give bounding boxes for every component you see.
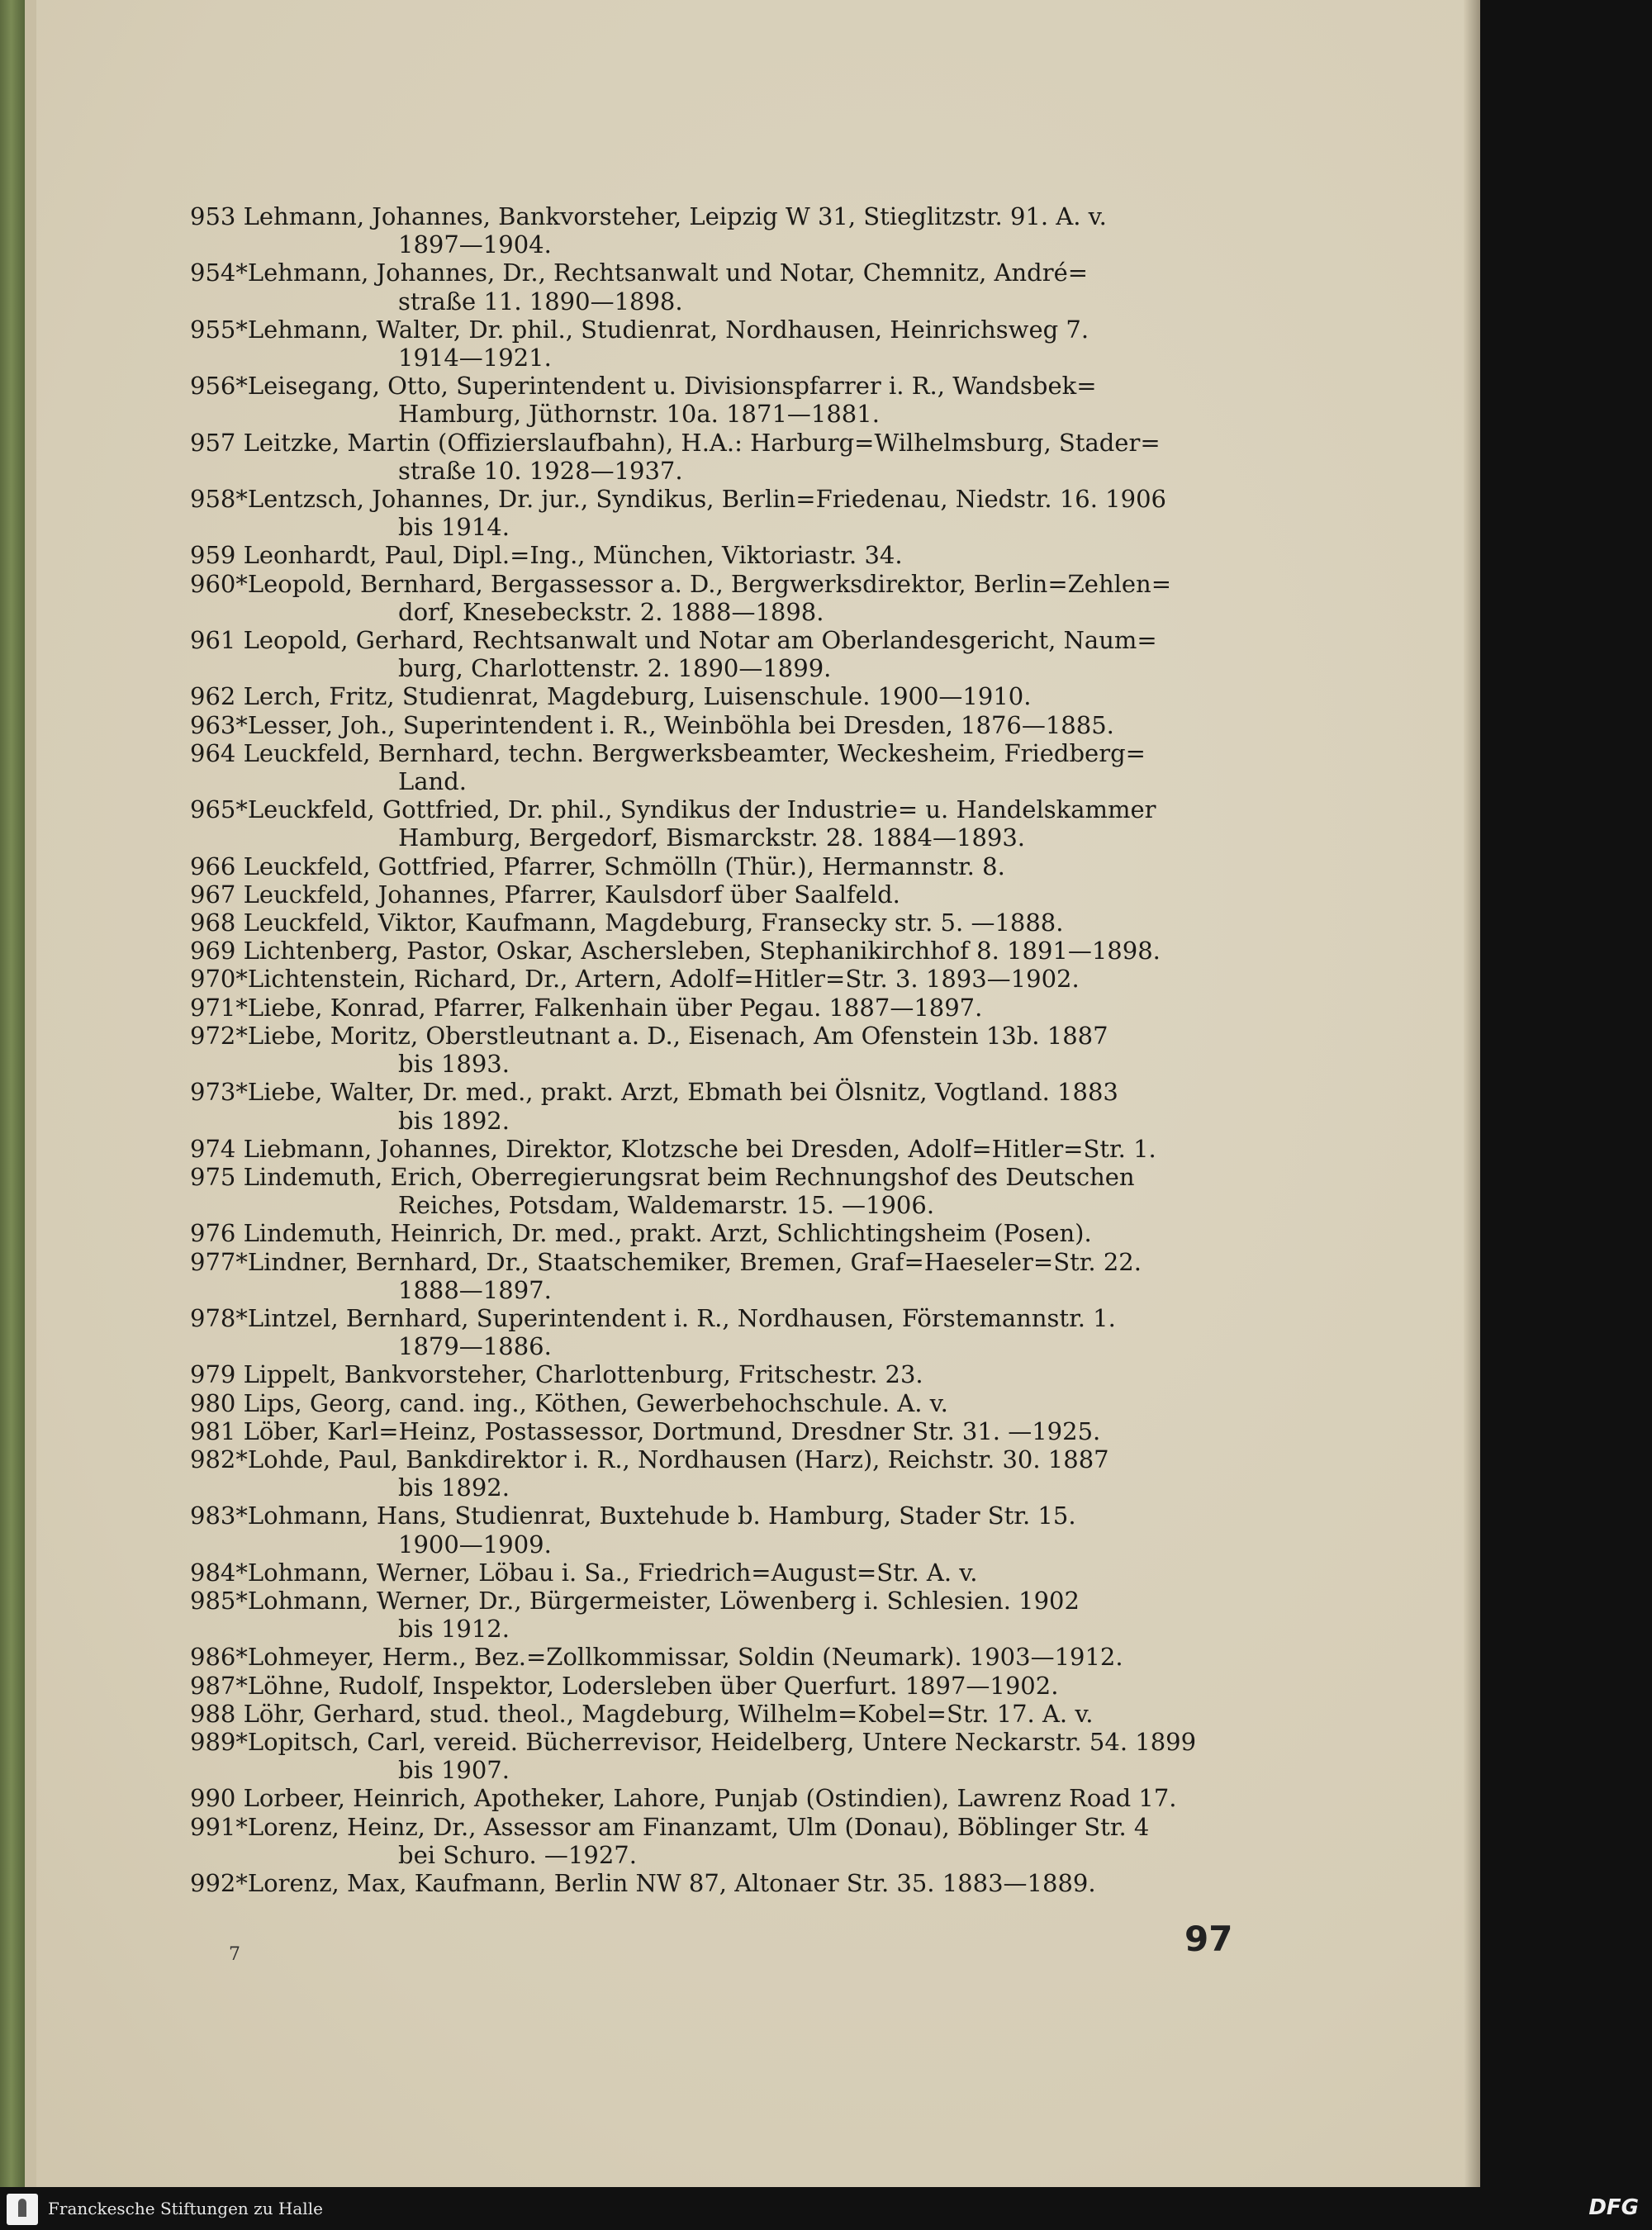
entry-number: 989*	[190, 1727, 248, 1756]
entry-text: Lichtenberg, Pastor, Oskar, Aschersleben, Stephanikirchhof 8. 1891—1898.	[243, 937, 1161, 966]
list-item	[190, 1078, 1232, 1134]
entry-number: 974	[190, 1134, 244, 1163]
list-item	[190, 994, 1232, 1022]
entry-text: Lohmeyer, Herm., Bez.=Zollkommissar, Soldin (Neumark). 1903—1912.	[247, 1643, 1123, 1672]
entry-number: 982*	[190, 1445, 248, 1473]
list-item	[190, 202, 1232, 259]
entry-text: Lohmann, Hans, Studienrat, Buxtehude b. Hamburg, Stader Str. 15.	[247, 1502, 1076, 1530]
list-item	[190, 1389, 1232, 1417]
list-item	[190, 485, 1232, 541]
entry-number: 955*	[190, 315, 248, 344]
entry-text: Lohmann, Werner, Löbau i. Sa., Friedrich=August=Str. A. v.	[247, 1558, 978, 1587]
entry-continuation: Hamburg, Bergedorf, Bismarckstr. 28. 1884—1893.	[398, 823, 1026, 852]
entry-number: 983*	[190, 1502, 248, 1530]
entry-continuation: 1897—1904.	[398, 230, 552, 259]
list-item	[190, 626, 1232, 682]
entry-number: 956*	[190, 372, 248, 401]
list-item	[190, 372, 1232, 428]
entry-continuation: bis 1893.	[398, 1050, 510, 1079]
dfg-logo[interactable]: DFG	[1588, 2195, 1639, 2220]
entry-text: Löhne, Rudolf, Inspektor, Lodersleben über Querfurt. 1897—1902.	[247, 1671, 1059, 1700]
list-item	[190, 1643, 1232, 1671]
entry-number: 973*	[190, 1078, 248, 1107]
entry-continuation: bis 1892.	[398, 1106, 510, 1135]
list-item	[190, 1672, 1232, 1700]
list-item	[190, 1304, 1232, 1360]
entry-number: 988	[190, 1699, 244, 1728]
book-spine	[0, 0, 25, 2187]
institution-name[interactable]: Franckesche Stiftungen zu Halle	[48, 2199, 323, 2218]
list-item	[190, 1587, 1232, 1643]
list-item	[190, 965, 1232, 993]
entry-text: Lerch, Fritz, Studienrat, Magdeburg, Luisenschule. 1900—1910.	[243, 682, 1032, 711]
entry-text: Lindner, Bernhard, Dr., Staatschemiker, Bremen, Graf=Haeseler=Str. 22.	[247, 1247, 1142, 1276]
list-item	[190, 880, 1232, 909]
entry-number: 957	[190, 428, 244, 457]
entry-text: Liebe, Moritz, Oberstleutnant a. D., Eisenach, Am Ofenstein 13b. 1887	[247, 1021, 1108, 1050]
entry-number: 991*	[190, 1812, 248, 1841]
entry-text: Lorbeer, Heinrich, Apotheker, Lahore, Punjab (Ostindien), Lawrenz Road 17.	[243, 1784, 1177, 1813]
entry-text: Lehmann, Walter, Dr. phil., Studienrat, Nordhausen, Heinrichsweg 7.	[247, 315, 1089, 344]
entry-continuation: burg, Charlottenstr. 2. 1890—1899.	[398, 654, 832, 683]
entry-text: Lehmann, Johannes, Dr., Rechtsanwalt und Notar, Chemnitz, André=	[247, 259, 1089, 287]
entry-continuation: 1914—1921.	[398, 344, 552, 372]
signature-mark: 7	[229, 1944, 240, 1965]
entry-number: 980	[190, 1388, 244, 1417]
entry-text: Leonhardt, Paul, Dipl.=Ing., München, Viktoriastr. 34.	[243, 541, 903, 570]
entry-continuation: bis 1914.	[398, 513, 510, 542]
entry-text: Lohmann, Werner, Dr., Bürgermeister, Löwenberg i. Schlesien. 1902	[247, 1586, 1080, 1615]
entry-text: Löber, Karl=Heinz, Postassessor, Dortmund, Dresdner Str. 31. —1925.	[243, 1416, 1101, 1445]
entry-number: 962	[190, 682, 244, 711]
entry-number: 960*	[190, 569, 248, 598]
entry-number: 977*	[190, 1247, 248, 1276]
entry-text: Lorenz, Heinz, Dr., Assessor am Finanzamt, Ulm (Donau), Böblinger Str. 4	[247, 1812, 1150, 1841]
entry-number: 978*	[190, 1303, 248, 1332]
entry-number: 967	[190, 880, 244, 909]
list-item	[190, 1219, 1232, 1247]
list-item	[190, 429, 1232, 485]
entry-text: Leuckfeld, Gottfried, Pfarrer, Schmölln (Thür.), Hermannstr. 8.	[243, 852, 1005, 880]
list-item	[190, 1248, 1232, 1304]
list-item	[190, 739, 1232, 795]
list-item	[190, 1445, 1232, 1502]
viewer-footer	[0, 2187, 1652, 2230]
entry-text: Leuckfeld, Johannes, Pfarrer, Kaulsdorf über Saalfeld.	[243, 880, 900, 909]
entry-text: Leuckfeld, Gottfried, Dr. phil., Syndikus der Industrie= u. Handelskammer	[247, 795, 1156, 824]
list-item	[190, 1163, 1232, 1219]
entry-number: 972*	[190, 1021, 248, 1050]
list-item	[190, 909, 1232, 937]
entry-text: Lindemuth, Erich, Oberregierungsrat beim Rechnungshof des Deutschen	[243, 1162, 1135, 1191]
entry-number: 953	[190, 202, 244, 230]
entry-number: 959	[190, 541, 244, 570]
page-edge	[1464, 0, 1480, 2187]
entry-text: Lentzsch, Johannes, Dr. jur., Syndikus, Berlin=Friedenau, Niedstr. 16. 1906	[247, 485, 1166, 514]
entry-continuation: bis 1912.	[398, 1615, 510, 1644]
list-item	[190, 259, 1232, 315]
entry-text: Lindemuth, Heinrich, Dr. med., prakt. Arzt, Schlichtingsheim (Posen).	[243, 1219, 1092, 1248]
entry-number: 987*	[190, 1671, 248, 1700]
list-item	[190, 1728, 1232, 1784]
binding-strip	[25, 0, 36, 2187]
entry-text: Lippelt, Bankvorsteher, Charlottenburg, Fritschestr. 23.	[243, 1360, 923, 1389]
entry-text: Leitzke, Martin (Offizierslaufbahn), H.A.: Harburg=Wilhelmsburg, Stader=	[243, 428, 1161, 457]
entry-number: 968	[190, 909, 244, 937]
list-item	[190, 1700, 1232, 1728]
entry-continuation: Hamburg, Jüthornstr. 10a. 1871—1881.	[398, 400, 880, 429]
entry-continuation: bei Schuro. —1927.	[398, 1840, 637, 1869]
entry-text: Löhr, Gerhard, stud. theol., Magdeburg, Wilhelm=Kobel=Str. 17. A. v.	[243, 1699, 1094, 1728]
entry-number: 965*	[190, 795, 248, 824]
entry-continuation: Land.	[398, 767, 468, 796]
entry-number: 975	[190, 1162, 244, 1191]
entry-text: Lichtenstein, Richard, Dr., Artern, Adolf=Hitler=Str. 3. 1893—1902.	[247, 965, 1080, 994]
entry-number: 961	[190, 626, 244, 655]
entry-text: Lesser, Joh., Superintendent i. R., Weinböhla bei Dresden, 1876—1885.	[247, 710, 1114, 739]
entry-number: 990	[190, 1784, 244, 1813]
list-item	[190, 1813, 1232, 1869]
list-item	[190, 1417, 1232, 1445]
entry-text: Liebe, Walter, Dr. med., prakt. Arzt, Ebmath bei Ölsnitz, Vogtland. 1883	[247, 1078, 1118, 1107]
list-item	[190, 852, 1232, 880]
entry-text: Leopold, Bernhard, Bergassessor a. D., Bergwerksdirektor, Berlin=Zehlen=	[247, 569, 1172, 598]
entry-continuation: bis 1892.	[398, 1473, 510, 1502]
entry-number: 954*	[190, 259, 248, 287]
list-item	[190, 937, 1232, 965]
list-item	[190, 682, 1232, 710]
list-item	[190, 1784, 1232, 1812]
entry-continuation: straße 10. 1928—1937.	[398, 456, 683, 485]
entry-number: 992*	[190, 1868, 248, 1897]
entry-continuation: bis 1907.	[398, 1756, 510, 1785]
entry-text: Leuckfeld, Bernhard, techn. Bergwerksbeamter, Weckesheim, Friedberg=	[243, 738, 1146, 767]
entry-text: Lorenz, Max, Kaufmann, Berlin NW 87, Altonaer Str. 35. 1883—1889.	[247, 1868, 1096, 1897]
entry-text: Leopold, Gerhard, Rechtsanwalt und Notar am Oberlandesgericht, Naum=	[243, 626, 1157, 655]
entry-text: Leisegang, Otto, Superintendent u. Divisionspfarrer i. R., Wandsbek=	[247, 372, 1097, 401]
list-item	[190, 1502, 1232, 1558]
entry-text: Lohde, Paul, Bankdirektor i. R., Nordhausen (Harz), Reichstr. 30. 1887	[247, 1445, 1109, 1473]
list-item	[190, 1360, 1232, 1388]
list-item	[190, 1135, 1232, 1163]
entry-number: 966	[190, 852, 244, 880]
entry-text: Lips, Georg, cand. ing., Köthen, Gewerbehochschule. A. v.	[243, 1388, 948, 1417]
entry-continuation: 1879—1886.	[398, 1332, 552, 1361]
entry-continuation: Reiches, Potsdam, Waldemarstr. 15. —1906.	[398, 1191, 935, 1220]
entry-continuation: 1900—1909.	[398, 1530, 552, 1559]
list-item	[190, 1022, 1232, 1078]
entry-text: Liebmann, Johannes, Direktor, Klotzsche bei Dresden, Adolf=Hitler=Str. 1.	[243, 1134, 1156, 1163]
entry-number: 986*	[190, 1643, 248, 1672]
entry-number: 981	[190, 1416, 244, 1445]
entry-number: 958*	[190, 485, 248, 514]
francke-foundation-logo-icon	[7, 2194, 38, 2225]
list-item	[190, 795, 1232, 852]
entry-number: 984*	[190, 1558, 248, 1587]
entry-text: Lintzel, Bernhard, Superintendent i. R., Nordhausen, Förstemannstr. 1.	[247, 1303, 1116, 1332]
entry-number: 964	[190, 738, 244, 767]
entry-number: 976	[190, 1219, 244, 1248]
entry-number: 971*	[190, 993, 248, 1022]
list-item	[190, 1869, 1232, 1897]
list-item	[190, 570, 1232, 626]
list-item	[190, 1559, 1232, 1587]
entry-continuation: straße 11. 1890—1898.	[398, 287, 683, 316]
member-list	[190, 202, 1232, 1897]
entry-number: 985*	[190, 1586, 248, 1615]
entry-text: Lehmann, Johannes, Bankvorsteher, Leipzig W 31, Stieglitzstr. 91. A. v.	[243, 202, 1107, 230]
entry-text: Leuckfeld, Viktor, Kaufmann, Magdeburg, Fransecky str. 5. —1888.	[243, 909, 1064, 937]
entry-number: 970*	[190, 965, 248, 994]
entry-continuation: 1888—1897.	[398, 1275, 552, 1304]
entry-continuation: dorf, Knesebeckstr. 2. 1888—1898.	[398, 597, 824, 626]
entry-text: Liebe, Konrad, Pfarrer, Falkenhain über Pegau. 1887—1897.	[247, 993, 983, 1022]
entry-text: Lopitsch, Carl, vereid. Bücherrevisor, Heidelberg, Untere Neckarstr. 54. 1899	[247, 1727, 1197, 1756]
page-number: 97	[1184, 1919, 1233, 1959]
list-item	[190, 316, 1232, 372]
list-item	[190, 541, 1232, 569]
entry-number: 979	[190, 1360, 244, 1389]
list-item	[190, 711, 1232, 739]
entry-number: 969	[190, 937, 244, 966]
entry-number: 963*	[190, 710, 248, 739]
